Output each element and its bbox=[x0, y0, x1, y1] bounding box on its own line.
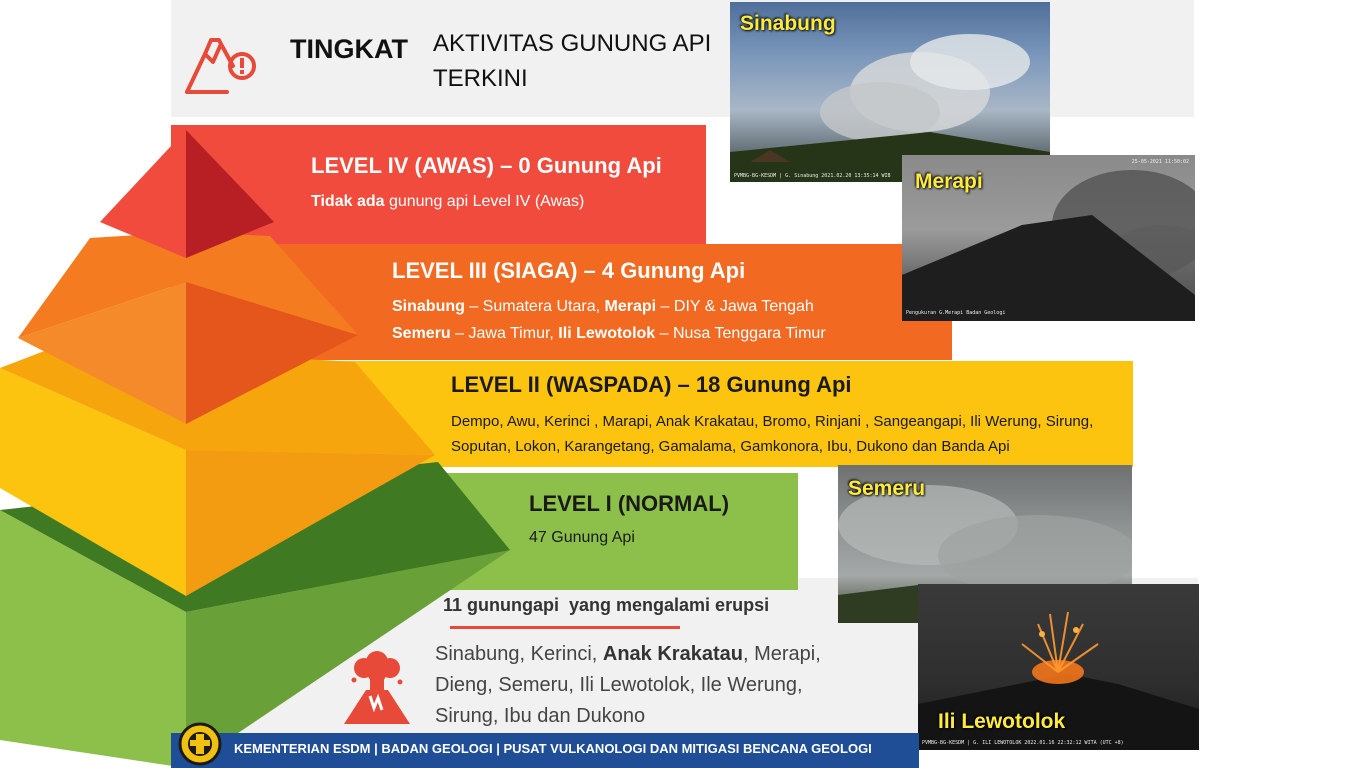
level1-text: 47 Gunung Api bbox=[529, 529, 635, 546]
header-title-line2: TERKINI bbox=[433, 65, 528, 92]
level3-volcano-name: Semeru bbox=[392, 325, 451, 342]
level2-title: LEVEL II (WASPADA) – 18 Gunung Api bbox=[451, 372, 852, 397]
photo-stamp: Pengukuran G.Merapi Badan Geologi bbox=[906, 310, 1006, 316]
level3-line1 bbox=[392, 295, 814, 318]
eruption-title: 11 gunungapi yang mengalami erupsi bbox=[443, 595, 770, 615]
photo-stamp: PVMBG-BG-KESDM | G. Sinabung 2021.02.20 13:35:14 WIB bbox=[734, 173, 891, 179]
level3-volcano-name: Merapi bbox=[604, 298, 657, 315]
level3-volcano-region: – DIY & Jawa Tengah bbox=[656, 298, 814, 315]
level3-volcano-name: Ili Lewotolok bbox=[558, 325, 656, 342]
photo-ililewotolok bbox=[918, 584, 1199, 750]
header-title-bold: TINGKAT bbox=[290, 34, 408, 64]
eruption-text-bold: Anak Krakatau bbox=[602, 643, 743, 665]
esdm-logo-icon bbox=[178, 721, 222, 767]
photo-stamp: PVMBG-BG-KESDM | G. ILI LEWOTOLOK 2022.01.16 22:32:12 WITA (UTC +8) bbox=[922, 740, 1124, 746]
level3-volcano-region: – Sumatera Utara, bbox=[464, 298, 605, 315]
level1-title: LEVEL I (NORMAL) bbox=[529, 491, 730, 516]
eruption-list-line2: Dieng, Semeru, Ili Lewotolok, Ile Werung, bbox=[435, 674, 803, 696]
level4-text-rest: gunung api Level IV (Awas) bbox=[384, 193, 585, 210]
level3-volcano-name: Sinabung bbox=[392, 298, 465, 315]
level4-text-bold: Tidak ada bbox=[311, 193, 385, 210]
level4-title: LEVEL IV (AWAS) – 0 Gunung Api bbox=[311, 153, 662, 178]
eruption-list-line1 bbox=[435, 643, 821, 666]
photo-caption: Sinabung bbox=[740, 12, 836, 35]
photo-caption: Ili Lewotolok bbox=[938, 710, 1066, 733]
level3-title: LEVEL III (SIAGA) – 4 Gunung Api bbox=[392, 258, 746, 283]
eruption-text: , Merapi, bbox=[742, 643, 821, 665]
level2-text: Dempo, Awu, Kerinci , Marapi, Anak Krakatau, Bromo, Rinjani , Sangeangapi, Ili Werung, Sirung, Soputan, Lokon, Karangetang, Gamalama, Gamkonora, Ibu, Dukono dan Banda Api bbox=[451, 413, 1094, 455]
erupting-volcano-icon bbox=[340, 650, 414, 726]
header-title-line1: AKTIVITAS GUNUNG API bbox=[433, 30, 712, 57]
level3-volcano-region: – Nusa Tenggara Timur bbox=[655, 325, 826, 342]
photo-stamp-top: 25-05-2021 11:50:02 bbox=[1131, 159, 1189, 165]
level3-line2 bbox=[392, 322, 826, 345]
photo-caption: Merapi bbox=[915, 170, 983, 193]
level4-text bbox=[311, 190, 584, 213]
photo-merapi bbox=[902, 155, 1195, 321]
footer-text: KEMENTERIAN ESDM | BADAN GEOLOGI | PUSAT VULKANOLOGI DAN MITIGASI BENCANA GEOLOGI bbox=[234, 741, 872, 756]
eruption-text: Sinabung, Kerinci, bbox=[435, 643, 603, 665]
photo-caption: Semeru bbox=[848, 477, 926, 500]
level3-volcano-region: – Jawa Timur, bbox=[450, 325, 559, 342]
eruption-underline bbox=[450, 626, 680, 629]
eruption-list-line3: Sirung, Ibu dan Dukono bbox=[435, 705, 646, 727]
